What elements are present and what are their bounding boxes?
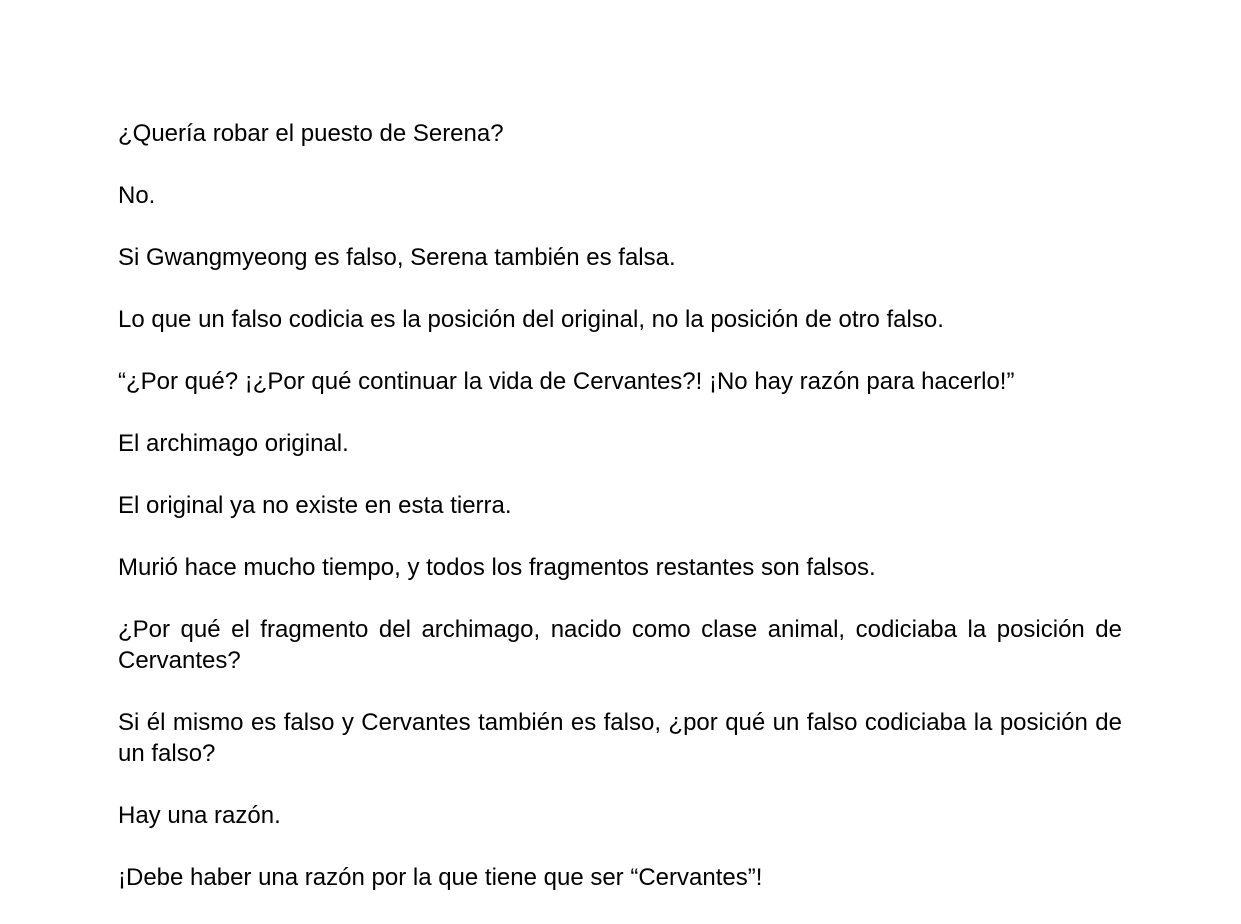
paragraph: ¿Quería robar el puesto de Serena? bbox=[118, 120, 504, 147]
paragraph: “¿Por qué? ¡¿Por qué continuar la vida de Cervantes?! ¡No hay razón para hacerlo!” bbox=[118, 368, 1015, 395]
paragraph: Hay una razón. bbox=[118, 802, 281, 829]
paragraph: ¡Debe haber una razón por la que tiene que ser “Cervantes”! bbox=[118, 864, 763, 891]
paragraph: Murió hace mucho tiempo, y todos los fragmentos restantes son falsos. bbox=[118, 554, 876, 581]
paragraph: Si Gwangmyeong es falso, Serena también es falsa. bbox=[118, 244, 676, 271]
document-body bbox=[118, 118, 1122, 924]
paragraph: Si él mismo es falso y Cervantes también es falso, ¿por qué un falso codiciaba la posición de un falso? bbox=[118, 709, 1122, 767]
paragraph: No. bbox=[118, 182, 156, 209]
paragraph: El original ya no existe en esta tierra. bbox=[118, 492, 512, 519]
paragraph: El archimago original. bbox=[118, 430, 349, 457]
paragraph: Lo que un falso codicia es la posición del original, no la posición de otro falso. bbox=[118, 306, 944, 333]
paragraph: ¿Por qué el fragmento del archimago, nacido como clase animal, codiciaba la posición de Cervantes? bbox=[118, 616, 1122, 674]
